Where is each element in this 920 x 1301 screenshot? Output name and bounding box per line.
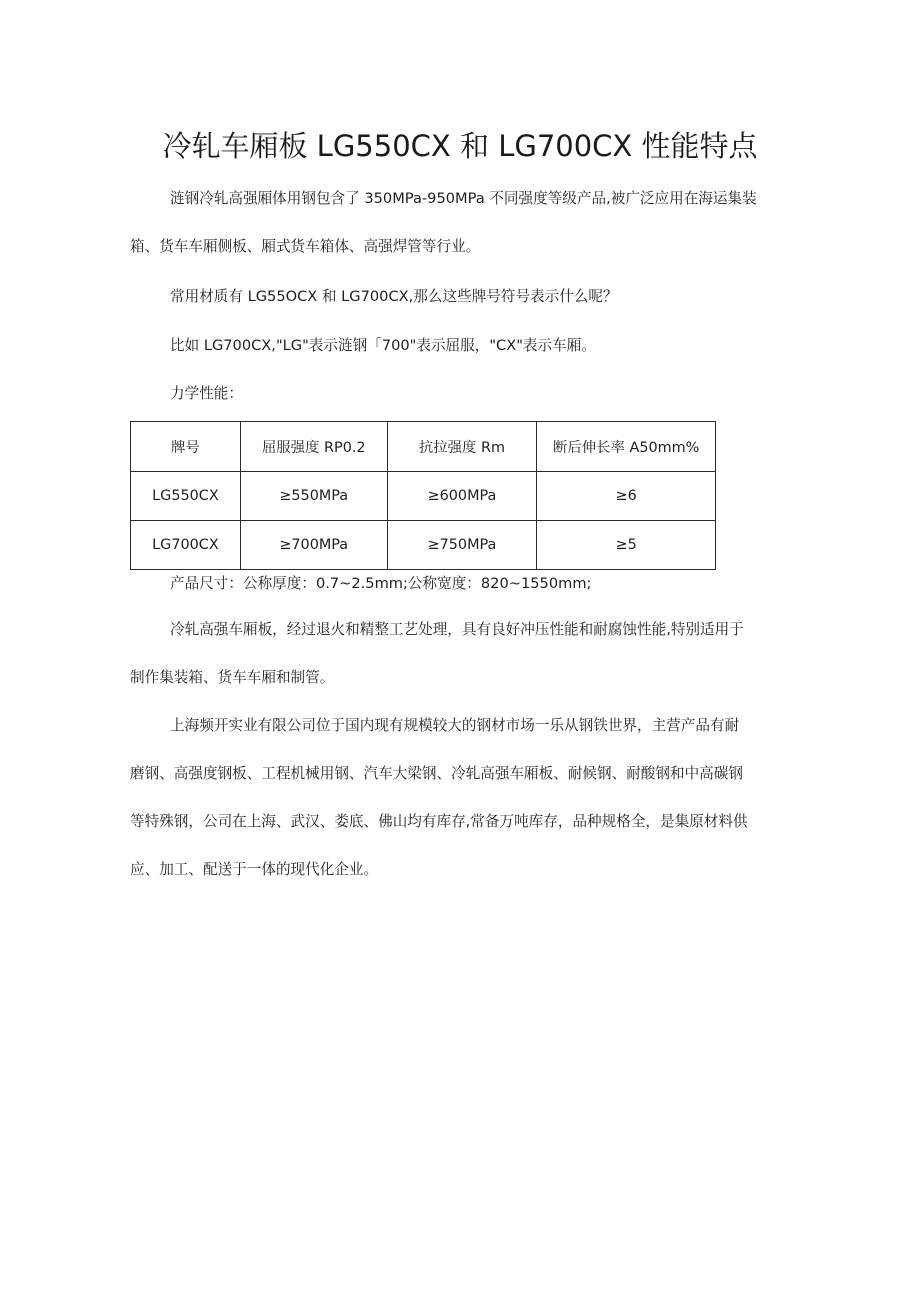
table-header-cell: 屈服强度 RP0.2	[240, 422, 387, 472]
product-size-line: 产品尺寸：公称厚度：0.7~2.5mm;公称宽度：820~1550mm;	[170, 575, 592, 592]
table-cell: ≥750MPa	[387, 521, 537, 570]
process-line-2: 制作集装箱、货车车厢和制管。	[130, 669, 335, 686]
table-cell: ≥550MPa	[240, 472, 387, 521]
table-cell: ≥5	[537, 521, 716, 570]
table-header-row	[131, 422, 716, 472]
product-size-paragraph	[130, 568, 786, 600]
table-cell: LG700CX	[131, 521, 241, 570]
document-title: 冷轧车厢板 LG550CX 和 LG700CX 性能特点	[162, 129, 758, 163]
table-header-cell: 牌号	[131, 422, 241, 472]
table-cell: ≥6	[537, 472, 716, 521]
table-header-cell: 断后伸长率 A50mm%	[537, 422, 716, 472]
table-row	[131, 521, 716, 570]
grades-question-line: 常用材质有 LG55OCX 和 LG700CX,那么这些牌号符号表示什么呢？	[170, 288, 618, 305]
grade-example-paragraph	[130, 322, 786, 370]
table-cell: ≥700MPa	[240, 521, 387, 570]
company-line-1: 上海频开实业有限公司位于国内现有规模较大的钢材市场一乐从钢铁世界，主营产品有耐	[170, 717, 740, 734]
grade-example-line: 比如 LG700CX,"LG"表示涟钢「700"表示屈服，"CX"表示车厢。	[170, 337, 596, 354]
intro-line-1: 涟钢冷轧高强厢体用钢包含了 350MPa-950MPa 不同强度等级产品,被广泛应用在海运集装	[170, 190, 757, 207]
process-paragraph	[130, 606, 786, 702]
process-line-1: 冷轧高强车厢板，经过退火和精整工艺处理，具有良好冲压性能和耐腐蚀性能,特别适用于	[170, 621, 744, 638]
table-cell: LG550CX	[131, 472, 241, 521]
table-header-cell: 抗拉强度 Rm	[387, 422, 537, 472]
grades-question-paragraph	[130, 273, 786, 321]
company-line-4: 应、加工、配送于一体的现代化企业。	[130, 861, 379, 878]
table-row	[131, 472, 716, 521]
company-paragraph	[130, 702, 786, 894]
mechanical-properties-table	[130, 421, 716, 570]
intro-paragraph	[130, 175, 786, 271]
table-cell: ≥600MPa	[387, 472, 537, 521]
intro-line-2: 箱、货车车厢侧板、厢式货车箱体、高强焊管等行业。	[130, 238, 481, 255]
company-line-2: 磨钢、高强度钢板、工程机械用钢、汽车大梁钢、冷轧高强车厢板、耐候钢、耐酸钢和中高碳钢	[130, 765, 743, 782]
mechanical-label-line: 力学性能：	[170, 385, 243, 402]
company-line-3: 等特殊钢，公司在上海、武汉、娄底、佛山均有库存,常备万吨库存，品种规格全，是集原材料供	[130, 813, 748, 830]
mechanical-properties-label	[130, 370, 786, 418]
